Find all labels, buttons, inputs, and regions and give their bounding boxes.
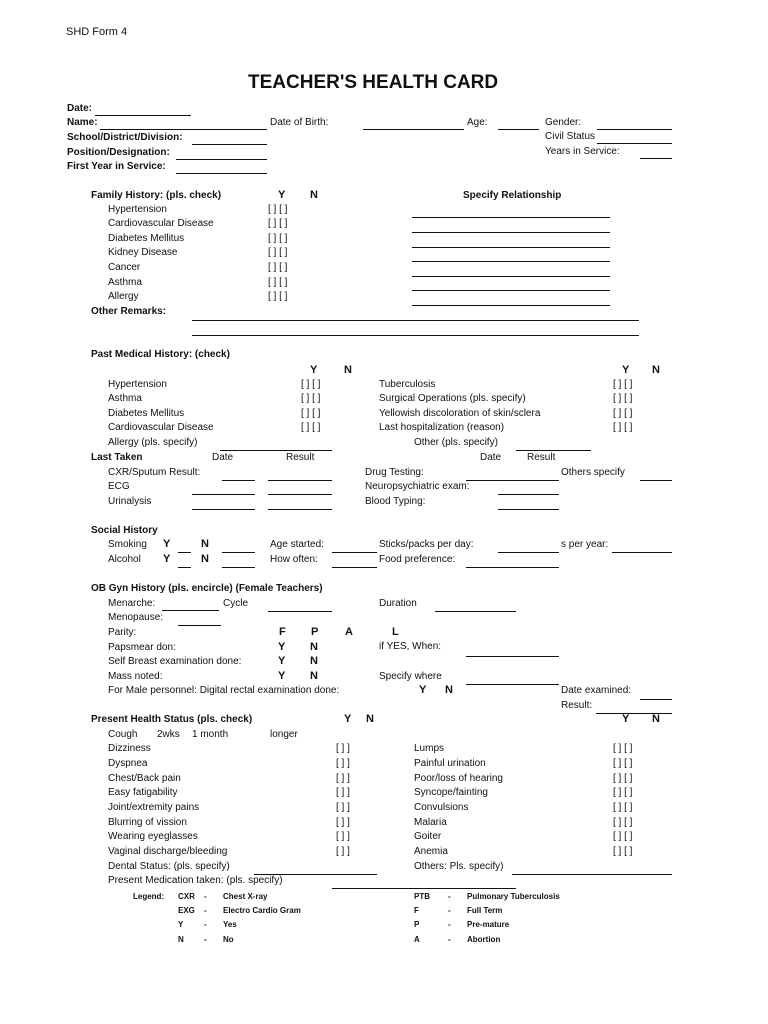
legend-desc: Pre-mature [467,920,510,929]
exam-label: Neuropsychiatric exam: [365,481,470,492]
first-year-field[interactable] [176,173,267,174]
per-year-field[interactable] [612,552,672,553]
family-item-label: Kidney Disease [108,247,178,258]
specify-where-field[interactable] [466,684,559,685]
exam-field[interactable] [466,480,559,481]
parity-a[interactable]: A [345,626,353,638]
legend-code: PTB [414,892,430,901]
family-checkbox[interactable]: [ ] [ ] [268,291,288,302]
date-label: Date: [67,103,93,114]
symptom-label: Syncope/fainting [414,787,488,798]
breast-exam-n[interactable]: N [310,655,318,667]
legend-dash: - [204,906,207,915]
relationship-field[interactable] [412,261,610,262]
family-checkbox[interactable]: [ ] [ ] [268,277,288,288]
symptom-label: Painful urination [414,758,486,769]
duration-label: Duration [379,598,417,609]
past-y-header: Y [310,364,318,376]
date-field[interactable] [95,115,191,116]
position-field[interactable] [176,159,267,160]
years-service-label: Years in Service: [545,146,620,157]
legend-desc: Pulmonary Tuberculosis [467,892,560,901]
family-item-label: Cardiovascular Disease [108,218,214,229]
cycle-label: Cycle [223,598,249,609]
past-checkbox[interactable]: [ ] [ ] [301,379,321,390]
exam-label: Blood Typing: [365,496,426,507]
symptom-label: Dyspnea [108,758,148,769]
exam-label: CXR/Sputum Result: [108,467,201,478]
symptom-checkbox[interactable]: [ ] [ ] [613,831,633,842]
symptom-checkbox[interactable]: [ ] ] [336,773,350,784]
cycle-field[interactable] [268,611,332,612]
alcohol-n[interactable]: N [201,553,209,565]
smoking-y[interactable]: Y [163,538,171,550]
legend-label: Legend: [133,892,165,901]
family-checkbox[interactable]: [ ] [ ] [268,204,288,215]
exam-field[interactable] [498,494,559,495]
allergy-field[interactable] [220,450,332,451]
allergy-label: Allergy (pls. specify) [108,437,198,448]
years-service-field[interactable] [640,158,672,159]
past-item-label: Tuberculosis [379,379,436,390]
symptom-label: Malaria [414,817,447,828]
breast-exam-label: Self Breast examination done: [108,656,242,667]
past-checkbox[interactable]: [ ] [ ] [613,379,633,390]
per-year-label: s per year: [561,539,609,550]
parity-label: Parity: [108,627,137,638]
family-item-label: Cancer [108,262,141,273]
legend-dash: - [448,935,451,944]
family-checkbox[interactable]: [ ] [ ] [268,233,288,244]
male-exam-n[interactable]: N [445,684,453,696]
duration-field[interactable] [435,611,516,612]
family-item-label: Hypertension [108,204,167,215]
school-label: School/District/Division: [67,132,183,143]
others-specify-field[interactable] [640,480,672,481]
symptom-checkbox[interactable]: [ ] [ ] [613,817,633,828]
relationship-field[interactable] [412,247,610,248]
exam-date-field[interactable] [192,509,255,510]
male-exam-label: For Male personnel: Digital rectal examination done: [108,685,340,696]
symptom-checkbox[interactable]: [ ] [ ] [613,773,633,784]
legend-dash: - [204,892,207,901]
alcohol-y[interactable]: Y [163,553,171,565]
legend-code: N [178,935,184,944]
smoking-n[interactable]: N [201,538,209,550]
family-checkbox[interactable]: [ ] [ ] [268,247,288,258]
if-yes-label: if YES, When: [379,641,442,652]
last-taken-result-header-right: Result [527,452,556,463]
past-n-header: N [344,364,352,376]
alcohol-blank[interactable] [222,567,255,568]
other-remarks-label: Other Remarks: [91,306,167,317]
legend-desc: Full Term [467,906,503,915]
medication-field[interactable] [332,888,516,889]
health-y-header: Y [344,713,352,725]
symptom-label: Chest/Back pain [108,773,181,784]
relationship-field[interactable] [412,232,610,233]
smoking-blank[interactable] [222,552,255,553]
symptom-label: Goiter [414,831,442,842]
age-field[interactable] [498,129,539,130]
date-examined-label: Date examined: [561,685,632,696]
last-taken-date-header-right: Date [480,452,502,463]
family-history-heading: Family History: (pls. check) [91,190,222,201]
gender-field[interactable] [597,129,672,130]
past-checkbox[interactable]: [ ] [ ] [301,408,321,419]
family-y-header: Y [278,189,286,201]
how-often-label: How often: [270,554,318,565]
health-n-header: N [366,713,374,725]
food-label: Food preference: [379,554,456,565]
papsmear-y[interactable]: Y [278,641,286,653]
legend-dash: - [448,892,451,901]
other-remarks-field[interactable] [192,335,639,336]
smoking-label: Smoking [108,539,147,550]
past-checkbox[interactable]: [ ] [ ] [613,393,633,404]
legend-desc: Chest X-ray [223,892,268,901]
exam-label: Urinalysis [108,496,152,507]
male-exam-y[interactable]: Y [419,684,427,696]
age-label: Age: [467,117,488,128]
symptom-checkbox[interactable]: [ ] [ ] [613,787,633,798]
how-often-field[interactable] [332,567,377,568]
symptom-label: Anemia [414,846,448,857]
dob-label: Date of Birth: [270,117,329,128]
relationship-field[interactable] [412,276,610,277]
symptom-checkbox[interactable]: [ ] ] [336,787,350,798]
symptom-checkbox[interactable]: [ ] [ ] [613,846,633,857]
food-field[interactable] [466,567,559,568]
legend-code: CXR [178,892,195,901]
symptom-checkbox[interactable]: [ ] [ ] [613,802,633,813]
age-started-label: Age started: [270,539,324,550]
exam-label: ECG [108,481,130,492]
symptom-label: Vaginal discharge/bleeding [108,846,228,857]
family-item-label: Diabetes Mellitus [108,233,185,244]
symptom-checkbox[interactable]: [ ] ] [336,846,350,857]
relationship-field[interactable] [412,290,610,291]
last-taken-date-header: Date [212,452,234,463]
papsmear-n[interactable]: N [310,641,318,653]
relationship-heading: Specify Relationship [463,190,562,201]
dob-field[interactable] [363,129,464,130]
alcohol-blank[interactable] [178,567,191,568]
past-item-label: Asthma [108,393,142,404]
legend-desc: No [223,935,234,944]
parity-p[interactable]: P [311,626,319,638]
others-specify-label: Others specify [561,467,625,478]
social-history-heading: Social History [91,525,158,536]
civil-status-label: Civil Status [545,131,596,142]
smoking-blank[interactable] [178,552,191,553]
exam-result-field[interactable] [268,480,332,481]
legend-dash: - [204,935,207,944]
family-checkbox[interactable]: [ ] [ ] [268,262,288,273]
past-y-header-right: Y [622,364,630,376]
past-item-label: Surgical Operations (pls. specify) [379,393,526,404]
past-item-label: Diabetes Mellitus [108,408,185,419]
symptom-label: Dizziness [108,743,151,754]
health-y-header-right: Y [622,713,630,725]
sticks-label: Sticks/packs per day: [379,539,474,550]
gender-label: Gender: [545,117,582,128]
result-label: Result: [561,700,593,711]
mass-n[interactable]: N [310,670,318,682]
legend-desc: Yes [223,920,237,929]
symptom-label: Lumps [414,743,445,754]
dental-label: Dental Status: (pls. specify) [108,861,230,872]
exam-field[interactable] [498,509,559,510]
legend-code: A [414,935,420,944]
legend-dash: - [448,906,451,915]
family-n-header: N [310,189,318,201]
symptom-label: Poor/loss of hearing [414,773,503,784]
symptom-checkbox[interactable]: [ ] [ ] [613,743,633,754]
last-taken-result-header: Result [286,452,315,463]
relationship-field[interactable] [412,217,610,218]
name-field[interactable] [100,129,267,130]
others-field[interactable] [512,874,672,875]
name-label: Name: [67,117,98,128]
symptom-checkbox[interactable]: [ ] ] [336,802,350,813]
other-remarks-field[interactable] [192,320,639,321]
result-field[interactable] [596,713,672,714]
past-checkbox[interactable]: [ ] [ ] [613,422,633,433]
legend-desc: Abortion [467,935,501,944]
papsmear-label: Papsmear don: [108,642,176,653]
legend-desc: Electro Cardio Gram [223,906,301,915]
cough-2wks[interactable]: 2wks [157,729,180,740]
if-yes-field[interactable] [466,656,559,657]
health-n-header-right: N [652,713,660,725]
age-started-field[interactable] [332,552,377,553]
sticks-field[interactable] [498,552,559,553]
symptom-checkbox[interactable]: [ ] ] [336,758,350,769]
symptom-label: Convulsions [414,802,469,813]
first-year-label: First Year in Service: [67,161,166,172]
exam-label: Drug Testing: [365,467,424,478]
exam-result-field[interactable] [268,509,332,510]
ob-gyn-heading: OB Gyn History (pls. encircle) (Female Teachers) [91,583,323,594]
menarche-label: Menarche: [108,598,156,609]
others-label: Others: Pls. specify) [414,861,504,872]
symptom-checkbox[interactable]: [ ] [ ] [613,758,633,769]
legend-code: EXG [178,906,195,915]
other-specify-field[interactable] [516,450,591,451]
legend-dash: - [204,920,207,929]
past-medical-heading: Past Medical History: (check) [91,349,230,360]
exam-date-field[interactable] [192,494,255,495]
family-item-label: Asthma [108,277,142,288]
past-checkbox[interactable]: [ ] [ ] [301,393,321,404]
menopause-label: Menopause: [108,612,164,623]
past-checkbox[interactable]: [ ] [ ] [613,408,633,419]
parity-f[interactable]: F [279,626,286,638]
mass-label: Mass noted: [108,671,163,682]
medication-label: Present Medication taken: (pls. specify) [108,875,283,886]
cough-label: Cough [108,729,138,740]
civil-status-field[interactable] [597,143,672,144]
past-item-label: Yellowish discoloration of skin/sclera [379,408,541,419]
other-specify-label: Other (pls. specify) [414,437,498,448]
position-label: Position/Designation: [67,147,170,158]
page-title: TEACHER'S HEALTH CARD [248,72,499,93]
symptom-label: Blurring of vission [108,817,187,828]
exam-date-field[interactable] [222,480,255,481]
parity-l[interactable]: L [392,626,399,638]
specify-where-label: Specify where [379,671,442,682]
cough-longer[interactable]: longer [270,729,298,740]
symptom-label: Easy fatigability [108,787,178,798]
symptom-label: Joint/extremity pains [108,802,200,813]
legend-code: F [414,906,419,915]
past-item-label: Hypertension [108,379,167,390]
form-code: SHD Form 4 [66,26,128,38]
symptom-checkbox[interactable]: [ ] ] [336,817,350,828]
last-taken-heading: Last Taken [91,452,143,463]
alcohol-label: Alcohol [108,554,141,565]
exam-result-field[interactable] [268,494,332,495]
legend-code: P [414,920,420,929]
menopause-field[interactable] [178,625,221,626]
relationship-field[interactable] [412,305,610,306]
family-item-label: Allergy [108,291,139,302]
breast-exam-y[interactable]: Y [278,655,286,667]
past-checkbox[interactable]: [ ] [ ] [301,422,321,433]
symptom-checkbox[interactable]: [ ] ] [336,743,350,754]
legend-code: Y [178,920,184,929]
school-field[interactable] [192,144,267,145]
cough-1month[interactable]: 1 month [192,729,229,740]
present-health-heading: Present Health Status (pls. check) [91,714,253,725]
symptom-label: Wearing eyeglasses [108,831,198,842]
menarche-field[interactable] [162,610,219,611]
date-examined-field[interactable] [640,699,672,700]
family-checkbox[interactable]: [ ] [ ] [268,218,288,229]
past-item-label: Cardiovascular Disease [108,422,214,433]
mass-y[interactable]: Y [278,670,286,682]
symptom-checkbox[interactable]: [ ] ] [336,831,350,842]
legend-dash: - [448,920,451,929]
past-n-header-right: N [652,364,660,376]
past-item-label: Last hospitalization (reason) [379,422,505,433]
